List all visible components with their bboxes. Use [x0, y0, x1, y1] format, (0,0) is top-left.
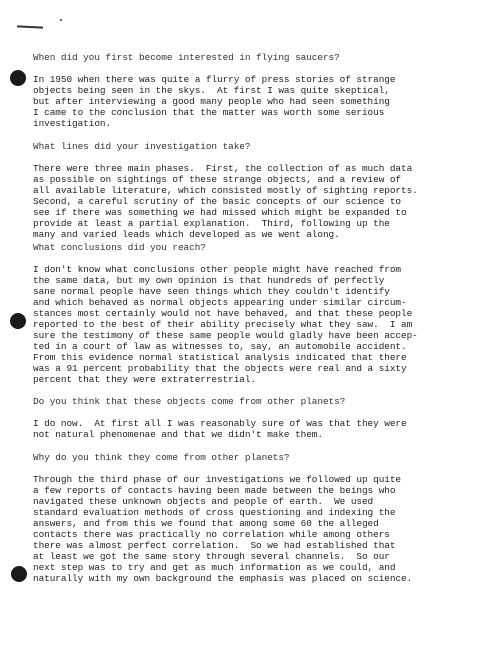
punch-hole	[10, 313, 26, 329]
stray-pen-mark	[17, 25, 43, 28]
question-3: What conclusions did you reach?	[33, 242, 206, 253]
question-4: Do you think that these objects come from other planets?	[33, 396, 346, 407]
answer-3: I don't know what conclusions other people might have reached from the same data, but my own opinion is that hundreds of perfectly sane normal people have seen things which they couldn't identify and which behaved as normal objects appearing under similar circum- stances most certainly would not have behaved, and that these people reported to the best of their ability precisely what they saw. I am sure the testimony of these same people would gladly have been accep- ted in a court of law as witnesses to, say, an automobile accident. From this evidence normal statistical analysis indicated that there was a 91 percent probability that the objects were real and a sixty percent that they were extraterrestrial.	[33, 264, 418, 385]
question-5: Why do you think they come from other planets?	[33, 452, 290, 463]
question-2: What lines did your investigation take?	[33, 141, 251, 152]
question-1: When did you first become interested in flying saucers?	[33, 52, 340, 63]
stray-dot-mark	[60, 19, 62, 21]
answer-5: Through the third phase of our investigations we followed up quite a few reports of contacts having been made between the beings who navigated these unknown objects and people of earth. We used standard evaluation methods of cross questioning and indexing the answers, and from this we found that among some 60 the alleged contacts there was practically no correlation while among others there was almost perfect correlation. So we had established that at least we got the same story through several channels. So our next step was to try and get as much information as we could, and naturally with my own background the emphasis was placed on science.	[33, 474, 413, 584]
answer-2: There were three main phases. First, the collection of as much data as possible on sightings of these strange objects, and a review of all available literature, which consisted mostly of sighting reports. Second, a careful scrutiny of the basic concepts of our science to see if there was something we had missed which might be expanded to provide at least a partial explanation. Third, following up the many and varied leads which developed as we went along.	[33, 163, 418, 240]
punch-hole	[10, 70, 26, 86]
answer-4: I do now. At first all I was reasonably sure of was that they were not natural phenomenae and that we didn't make them.	[33, 418, 407, 440]
punch-hole	[11, 566, 27, 582]
answer-1: In 1950 when there was quite a flurry of press stories of strange objects being seen in the skys. At first I was quite skeptical, but after interviewing a good many people who had seen something I came to the conclusion that the matter was worth some serious investigation.	[33, 74, 396, 129]
